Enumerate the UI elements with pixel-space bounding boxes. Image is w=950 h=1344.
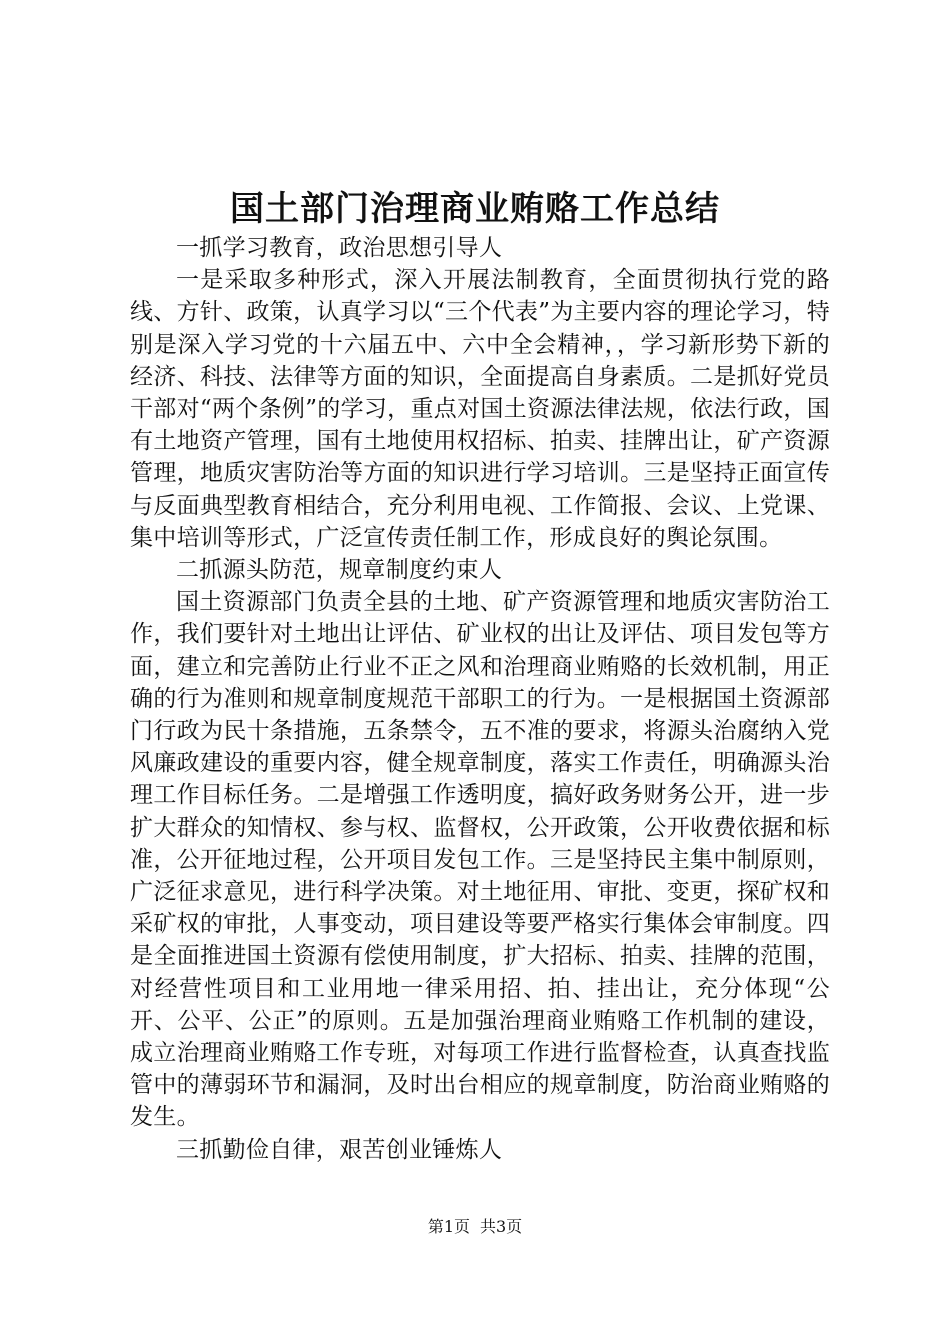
document-body xyxy=(130,232,830,1166)
section-heading-3: 三抓勤俭自律，艰苦创业锤炼人 xyxy=(176,1136,503,1163)
page-number: 第1页 xyxy=(427,1217,470,1236)
page-total: 共3页 xyxy=(480,1217,523,1236)
section-paragraph-2: 国土资源部门负责全县的土地、矿产资源管理和地质灾害防治工作，我们要针对土地出让评估、矿业权的出让及评估、项目发包等方面，建立和完善防止行业不正之风和治理商业贿赂的长效机制，用正确的行为准则和规章制度规范干部职工的行为。一是根据国土资源部门行政为民十条措施，五条禁令，五不准的要求，将源头治腐纳入党风廉政建设的重要内容，健全规章制度，落实工作责任，明确源头治理工作目标任务。二是增强工作透明度，搞好政务财务公开，进一步扩大群众的知情权、参与权、监督权，公开政策，公开收费依据和标准，公开征地过程，公开项目发包工作。三是坚持民主集中制原则，广泛征求意见，进行科学决策。对土地征用、审批、变更，探矿权和采矿权的审批，人事变动，项目建设等要严格实行集体会审制度。四是全面推进国土资源有偿使用制度，扩大招标、拍卖、挂牌的范围，对经营性项目和工业用地一律采用招、拍、挂出让，充分体现“公开、公平、公正”的原则。五是加强治理商业贿赂工作机制的建设，成立治理商业贿赂工作专班，对每项工作进行监督检查，认真查找监管中的薄弱环节和漏洞，及时出台相应的规章制度，防治商业贿赂的发生。 xyxy=(130,589,830,1131)
section-heading-2: 二抓源头防范，规章制度约束人 xyxy=(176,557,503,584)
page-footer xyxy=(0,1215,950,1239)
section-paragraph-1: 一是采取多种形式，深入开展法制教育，全面贯彻执行党的路线、方针、政策，认真学习以“三个代表”为主要内容的理论学习，特别是深入学习党的十六届五中、六中全会精神，，学习新形势下新的经济、科技、法律等方面的知识，全面提高自身素质。二是抓好党员干部对“两个条例”的学习，重点对国土资源法律法规，依法行政，国有土地资产管理，国有土地使用权招标、拍卖、挂牌出让，矿产资源管理，地质灾害防治等方面的知识进行学习培训。三是坚持正面宣传与反面典型教育相结合，充分利用电视、工作简报、会议、上党课、集中培训等形式，广泛宣传责任制工作，形成良好的舆论氛围。 xyxy=(130,267,830,551)
document-title: 国土部门治理商业贿赂工作总结 xyxy=(230,189,720,229)
section-heading-1: 一抓学习教育，政治思想引导人 xyxy=(176,235,503,261)
